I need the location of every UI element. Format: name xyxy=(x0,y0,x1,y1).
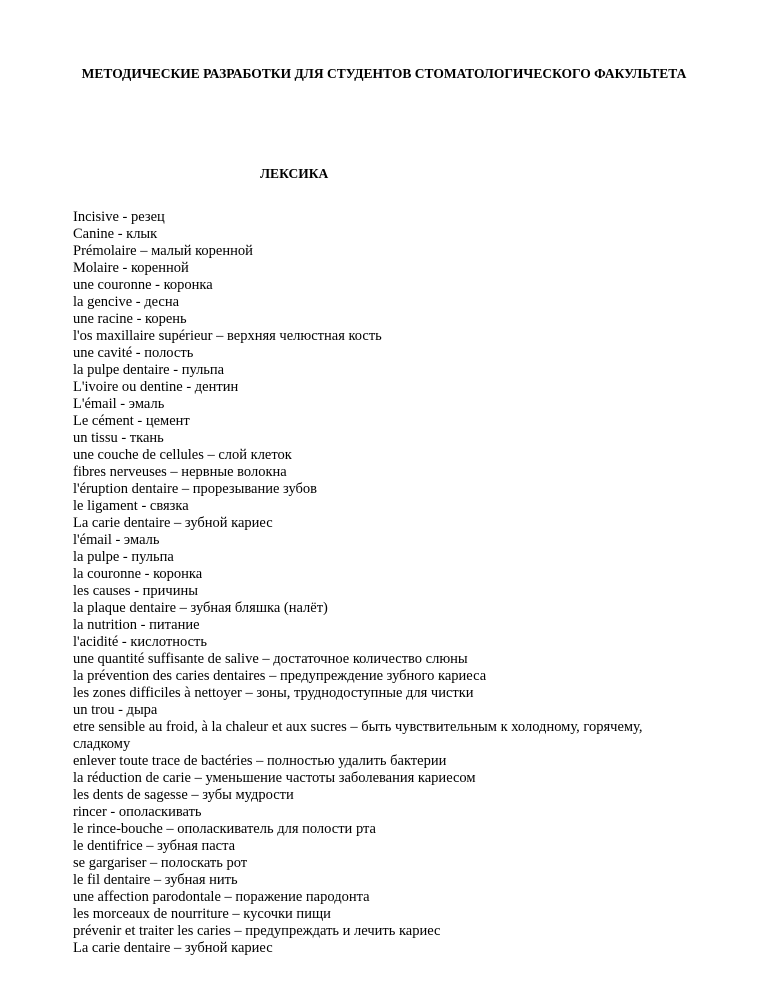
section-heading: ЛЕКСИКА xyxy=(260,166,329,181)
vocabulary-entry: La carie dentaire – зубной кариес xyxy=(73,515,273,531)
vocabulary-entry: la gencive - десна xyxy=(73,294,180,310)
vocabulary-entry: Canine - клык xyxy=(73,226,158,242)
vocabulary-entry: le fil dentaire – зубная нить xyxy=(73,872,238,888)
vocabulary-entry: L'ivoire ou dentine - дентин xyxy=(73,379,239,395)
vocabulary-list xyxy=(73,209,703,957)
vocabulary-entry: enlever toute trace de bactéries – полностью удалить бактерии xyxy=(73,753,447,769)
document-title: МЕТОДИЧЕСКИЕ РАЗРАБОТКИ ДЛЯ СТУДЕНТОВ СТОМАТОЛОГИЧЕСКОГО ФАКУЛЬТЕТА xyxy=(81,66,687,81)
vocabulary-entry: L'émail - эмаль xyxy=(73,396,165,412)
vocabulary-entry: une racine - корень xyxy=(73,311,187,327)
vocabulary-entry: la nutrition - питание xyxy=(73,617,200,633)
vocabulary-entry: Prémolaire – малый коренной xyxy=(73,243,253,259)
vocabulary-entry: une quantité suffisante de salive – достаточное количество слюны xyxy=(73,651,468,667)
vocabulary-entry: l'émail - эмаль xyxy=(73,532,160,548)
vocabulary-entry: prévenir et traiter les caries – предупреждать и лечить кариес xyxy=(73,923,441,939)
vocabulary-entry: se gargariser – полоскать рот xyxy=(73,855,248,871)
vocabulary-entry: Molaire - коренной xyxy=(73,260,189,276)
vocabulary-entry: rincer - ополаскивать xyxy=(73,804,202,820)
vocabulary-entry: le ligament - связка xyxy=(73,498,189,514)
vocabulary-entry: etre sensible au froid, à la chaleur et aux sucres – быть чувствительным к холодному, горячему, сладкому xyxy=(73,719,643,752)
vocabulary-entry: l'os maxillaire supérieur – верхняя челюстная кость xyxy=(73,328,382,344)
vocabulary-entry: le rince-bouche – ополаскиватель для полости рта xyxy=(73,821,376,837)
vocabulary-entry: les dents de sagesse – зубы мудрости xyxy=(73,787,294,803)
vocabulary-entry: Le cément - цемент xyxy=(73,413,190,429)
vocabulary-entry: fibres nerveuses – нервные волокна xyxy=(73,464,287,480)
vocabulary-entry: l'éruption dentaire – прорезывание зубов xyxy=(73,481,318,497)
vocabulary-entry: un trou - дыра xyxy=(73,702,158,718)
vocabulary-entry: une affection parodontale – поражение пародонта xyxy=(73,889,370,905)
vocabulary-entry: La carie dentaire – зубной кариес xyxy=(73,940,273,956)
vocabulary-entry: l'acidité - кислотность xyxy=(73,634,207,650)
vocabulary-entry: le dentifrice – зубная паста xyxy=(73,838,236,854)
vocabulary-entry: la pulpe - пульпа xyxy=(73,549,174,565)
vocabulary-entry: la pulpe dentaire - пульпа xyxy=(73,362,225,378)
vocabulary-entry: la réduction de carie – уменьшение частоты заболевания кариесом xyxy=(73,770,476,786)
vocabulary-entry: les morceaux de nourriture – кусочки пищи xyxy=(73,906,331,922)
vocabulary-entry: un tissu - ткань xyxy=(73,430,164,446)
vocabulary-entry: la couronne - коронка xyxy=(73,566,203,582)
vocabulary-entry: les causes - причины xyxy=(73,583,198,599)
vocabulary-entry: la plaque dentaire – зубная бляшка (налёт) xyxy=(73,600,328,616)
vocabulary-entry: Incisive - резец xyxy=(73,209,165,225)
vocabulary-entry: une couche de cellules – слой клеток xyxy=(73,447,292,463)
vocabulary-entry: une cavité - полость xyxy=(73,345,194,361)
vocabulary-entry: une couronne - коронка xyxy=(73,277,213,293)
vocabulary-entry: la prévention des caries dentaires – предупреждение зубного кариеса xyxy=(73,668,487,684)
vocabulary-entry: les zones difficiles à nettoyer – зоны, труднодоступные для чистки xyxy=(73,685,474,701)
